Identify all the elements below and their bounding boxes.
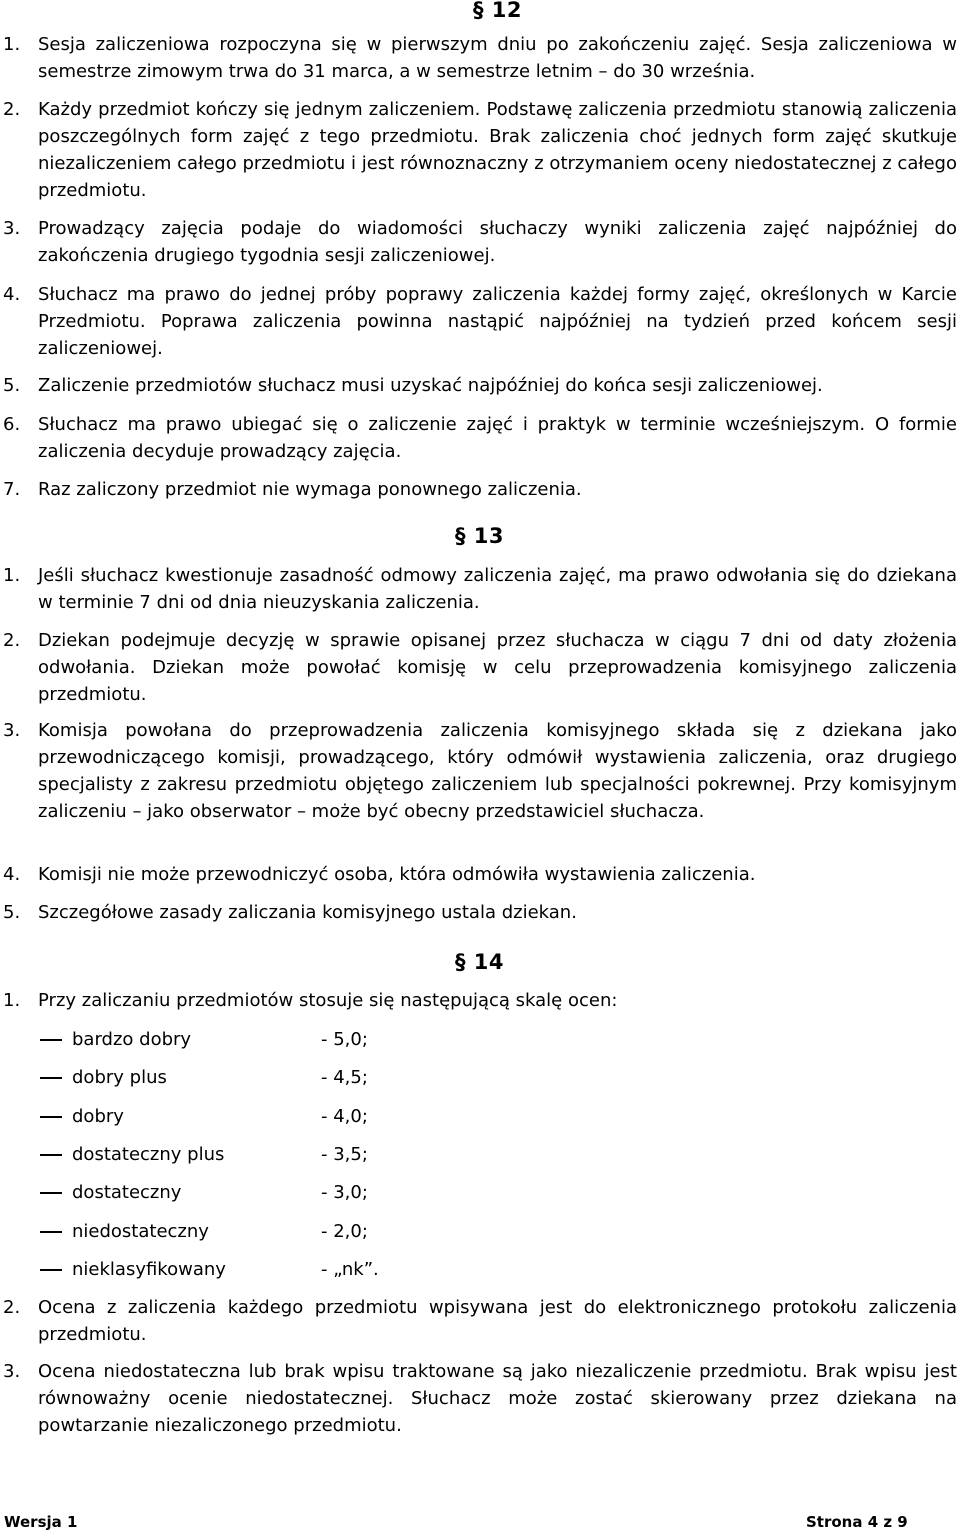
grade-value: - 3,5; (321, 1144, 368, 1165)
grade-value: - 4,0; (321, 1106, 368, 1127)
grade-value: - 2,0; (321, 1221, 368, 1242)
grade-name: dostateczny plus (72, 1144, 225, 1165)
item-text: Raz zaliczony przedmiot nie wymaga ponownego zaliczenia. (38, 479, 582, 500)
item-text: Prowadzący zajęcia podaje do wiadomości słuchaczy wyniki zaliczenia zajęć najpóźniej do zakończenia drugiego tygodnia sesji zaliczeniowej. (38, 218, 957, 266)
item-text: Słuchacz ma prawo ubiegać się o zaliczenie zajęć i praktyk w terminie wcześniejszym. O formie zaliczenia decyduje prowadzący zajęcia. (38, 414, 957, 462)
item-number: 7. (3, 479, 21, 500)
item-number: 3. (3, 218, 21, 239)
item-text: Zaliczenie przedmiotów słuchacz musi uzyskać najpóźniej do końca sesji zaliczeniowej. (38, 375, 823, 396)
item-number: 1. (3, 565, 21, 586)
item-text: Dziekan podejmuje decyzję w sprawie opisanej przez słuchacza w ciągu 7 dni od daty złożenia odwołania. Dziekan może powołać komisję w celu przeprowadzenia komisyjnego zaliczenia przedmiotu. (38, 630, 957, 705)
item-number: 1. (3, 990, 21, 1011)
dash-bullet (40, 1039, 62, 1041)
s12-item-2 (0, 96, 957, 204)
s14-item-1 (0, 987, 957, 1014)
grade-name: dobry (72, 1106, 124, 1127)
item-number: 3. (3, 720, 21, 741)
item-number: 4. (3, 284, 21, 305)
item-text: Komisji nie może przewodniczyć osoba, która odmówiła wystawienia zaliczenia. (38, 864, 756, 885)
dash-bullet (40, 1116, 62, 1118)
item-text: Sesja zaliczeniowa rozpoczyna się w pierwszym dniu po zakończeniu zajęć. Sesja zaliczeniowa w semestrze zimowym trwa do 31 marca, a w semestrze letnim – do 30 września. (38, 34, 957, 82)
s12-item-5 (0, 372, 957, 399)
grade-value: - 4,5; (321, 1067, 368, 1088)
item-number: 2. (3, 99, 21, 120)
s13-item-1 (0, 562, 957, 616)
grade-name: dostateczny (72, 1182, 182, 1203)
item-number: 2. (3, 1297, 21, 1318)
item-number: 2. (3, 630, 21, 651)
section-14-heading: § 14 (455, 950, 505, 974)
s12-item-1 (0, 31, 957, 85)
grade-value: - 3,0; (321, 1182, 368, 1203)
s13-item-2 (0, 627, 957, 708)
dash-bullet (40, 1231, 62, 1233)
grade-value: - „nk”. (321, 1259, 379, 1280)
item-number: 3. (3, 1361, 21, 1382)
item-text: Przy zaliczaniu przedmiotów stosuje się następującą skalę ocen: (38, 990, 618, 1011)
item-text: Ocena z zaliczenia każdego przedmiotu wpisywana jest do elektronicznego protokołu zaliczenia przedmiotu. (38, 1297, 957, 1345)
section-12-heading: § 12 (473, 0, 523, 22)
footer-version: Wersja 1 (4, 1513, 78, 1531)
dash-bullet (40, 1154, 62, 1156)
s13-item-5 (0, 899, 957, 926)
s12-item-4 (0, 281, 957, 362)
item-text: Jeśli słuchacz kwestionuje zasadność odmowy zaliczenia zajęć, ma prawo odwołania się do dziekana w terminie 7 dni od dnia nieuzyskania zaliczenia. (38, 565, 957, 613)
s13-item-3 (0, 717, 957, 825)
item-number: 6. (3, 414, 21, 435)
grade-name: dobry plus (72, 1067, 167, 1088)
item-number: 1. (3, 34, 21, 55)
grade-name: nieklasyfikowany (72, 1259, 226, 1280)
s12-item-6 (0, 411, 957, 465)
section-13-heading: § 13 (455, 524, 505, 548)
item-text: Słuchacz ma prawo do jednej próby poprawy zaliczenia każdej formy zajęć, określonych w Karcie Przedmiotu. Poprawa zaliczenia powinna nastąpić najpóźniej na tydzień przed końcem sesji zaliczeniowej. (38, 284, 957, 359)
footer-page-number: Strona 4 z 9 (806, 1513, 908, 1531)
s12-item-3 (0, 215, 957, 269)
item-text: Ocena niedostateczna lub brak wpisu traktowane są jako niezaliczenie przedmiotu. Brak wpisu jest równoważny ocenie niedostatecznej. Słuchacz może zostać skierowany przez dziekana na powtarzanie niezaliczonego przedmiotu. (38, 1361, 957, 1436)
s14-item-2 (0, 1294, 957, 1348)
grade-value: - 5,0; (321, 1029, 368, 1050)
item-text: Każdy przedmiot kończy się jednym zaliczeniem. Podstawę zaliczenia przedmiotu stanowią zaliczenia poszczególnych form zajęć z tego przedmiotu. Brak zaliczenia choć jednych form zajęć skutkuje niezaliczeniem całego przedmiotu i jest równoznaczny z otrzymaniem oceny niedostatecznej z całego przedmiotu. (38, 99, 957, 201)
item-text: Szczegółowe zasady zaliczania komisyjnego ustala dziekan. (38, 902, 577, 923)
item-number: 5. (3, 902, 21, 923)
grade-name: bardzo dobry (72, 1029, 192, 1050)
s12-item-7 (0, 476, 957, 503)
s13-item-4 (0, 861, 957, 888)
dash-bullet (40, 1192, 62, 1194)
dash-bullet (40, 1269, 62, 1271)
item-number: 5. (3, 375, 21, 396)
grade-name: niedostateczny (72, 1221, 209, 1242)
s14-item-3 (0, 1358, 957, 1439)
item-text: Komisja powołana do przeprowadzenia zaliczenia komisyjnego składa się z dziekana jako przewodniczącego komisji, prowadzącego, który odmówił wystawienia zaliczenia, oraz drugiego specjalisty z zakresu przedmiotu objętego zaliczeniem lub specjalności pokrewnej. Przy komisyjnym zaliczeniu – jako obserwator – może być obecny przedstawiciel słuchacza. (38, 720, 957, 822)
item-number: 4. (3, 864, 21, 885)
dash-bullet (40, 1077, 62, 1079)
